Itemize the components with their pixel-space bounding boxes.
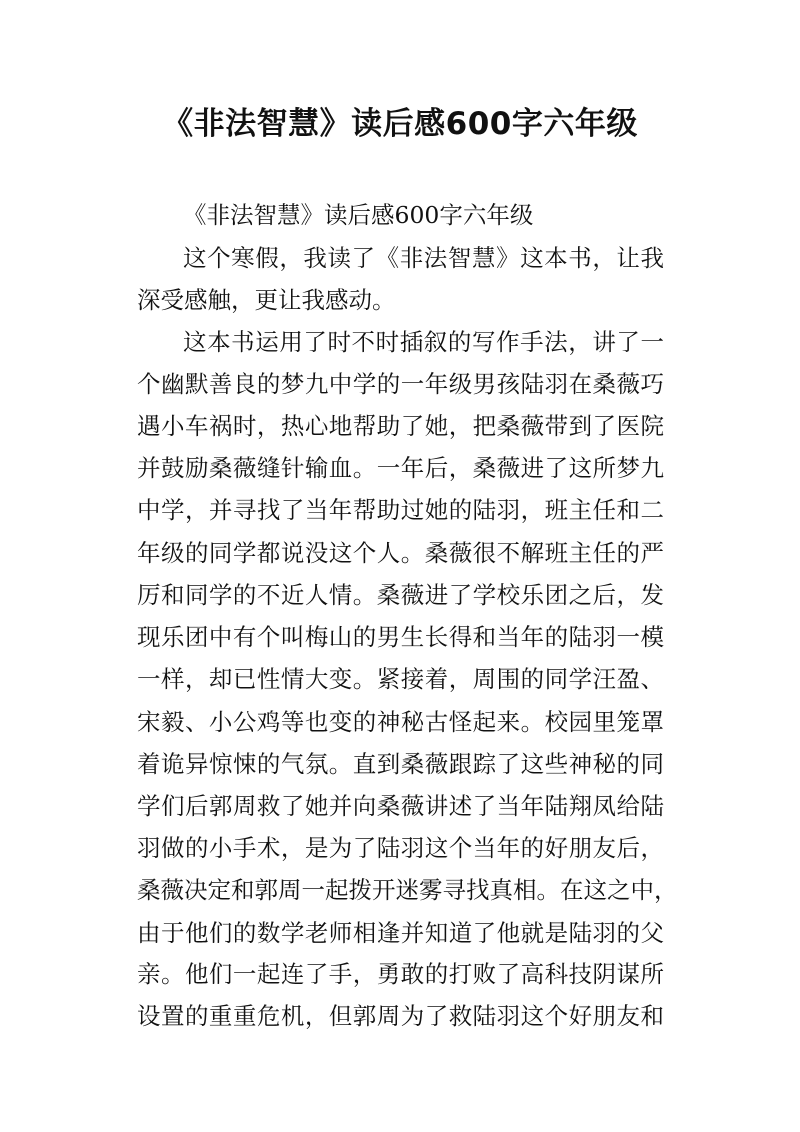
text-line: 年级的同学都说没这个人。桑薇很不解班主任的严 xyxy=(137,539,664,567)
text-line: 这个寒假，我读了《非法智慧》这本书，让我 xyxy=(183,244,664,272)
text-line: 一样，却已性情大变。紧接着，周围的同学汪盈、 xyxy=(137,665,664,693)
text-line: 并鼓励桑薇缝针输血。一年后，桑薇进了这所梦九 xyxy=(137,454,664,482)
text-line: 亲。他们一起连了手，勇敢的打败了高科技阴谋所 xyxy=(137,960,664,988)
text-line: 中学，并寻找了当年帮助过她的陆羽，班主任和二 xyxy=(137,496,664,524)
text-line: 学们后郭周救了她并向桑薇讲述了当年陆翔凤给陆 xyxy=(137,792,664,820)
text-line: 现乐团中有个叫梅山的男生长得和当年的陆羽一模 xyxy=(137,623,664,651)
text-line: 个幽默善良的梦九中学的一年级男孩陆羽在桑薇巧 xyxy=(137,370,664,398)
text-line: 设置的重重危机，但郭周为了救陆羽这个好朋友和 xyxy=(137,1002,664,1030)
text-line: 这本书运用了时不时插叙的写作手法，讲了一 xyxy=(183,328,664,356)
text-line: 深受感触，更让我感动。 xyxy=(137,286,396,314)
document-title: 《非法智慧》读后感600字六年级 xyxy=(162,106,638,142)
text-line: 遇小车祸时，热心地帮助了她，把桑薇带到了医院 xyxy=(137,412,664,440)
text-line: 宋毅、小公鸡等也变的神秘古怪起来。校园里笼罩 xyxy=(137,708,664,736)
text-line: 羽做的小手术，是为了陆羽这个当年的好朋友后， xyxy=(137,834,664,862)
text-line: 厉和同学的不近人情。桑薇进了学校乐团之后，发 xyxy=(137,581,664,609)
text-line: 桑薇决定和郭周一起拨开迷雾寻找真相。在这之中， xyxy=(137,876,678,904)
text-line: 着诡异惊悚的气氛。直到桑薇跟踪了这些神秘的同 xyxy=(137,750,664,778)
text-line: 由于他们的数学老师相逢并知道了他就是陆羽的父 xyxy=(137,919,664,947)
subtitle-line: 《非法智慧》读后感600字六年级 xyxy=(183,201,534,229)
